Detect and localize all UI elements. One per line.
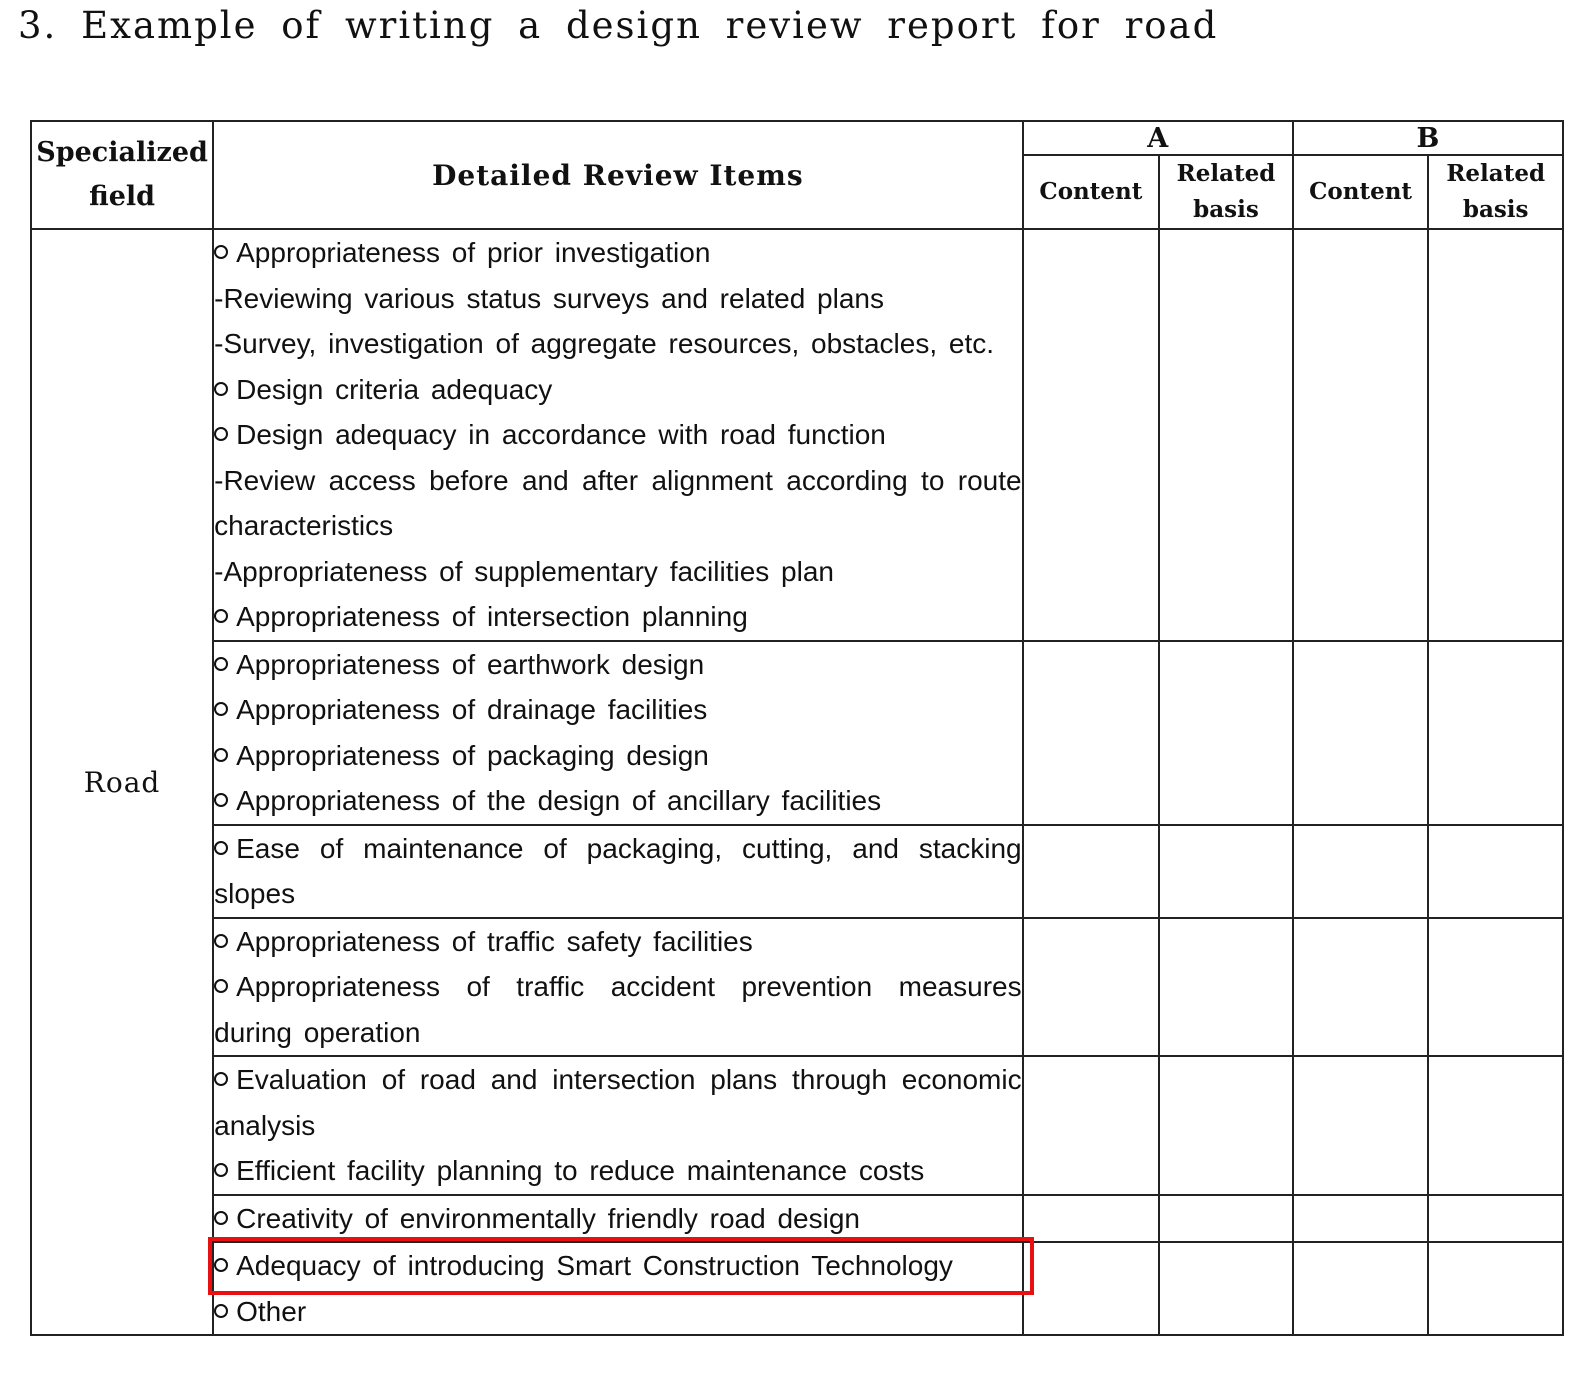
review-item-text: Appropriateness of intersection planning <box>236 601 748 632</box>
empty-cell-a-related-basis[interactable] <box>1159 1195 1293 1243</box>
review-item <box>214 826 1021 917</box>
review-item-text: Other <box>236 1295 307 1327</box>
review-item <box>214 919 1021 965</box>
circle-bullet-icon <box>214 1211 228 1225</box>
review-item <box>214 1148 1021 1194</box>
circle-bullet-icon <box>214 1163 228 1177</box>
empty-cell-a-content[interactable] <box>1023 1195 1160 1243</box>
empty-cell-a-content[interactable] <box>1023 1242 1160 1335</box>
circle-bullet-icon <box>214 245 228 259</box>
empty-cell-b-related-basis[interactable] <box>1428 1242 1563 1335</box>
review-items-cell <box>213 229 1022 641</box>
empty-cell-b-content[interactable] <box>1293 918 1429 1057</box>
table-row <box>31 641 1563 825</box>
circle-bullet-icon <box>214 934 228 948</box>
review-item-text: -Reviewing various status surveys and related plans <box>214 282 884 314</box>
empty-cell-a-content[interactable] <box>1023 825 1160 918</box>
empty-cell-b-content[interactable] <box>1293 825 1429 918</box>
review-item <box>214 276 1021 322</box>
empty-cell-a-content[interactable] <box>1023 918 1160 1057</box>
review-item <box>214 642 1021 688</box>
review-item <box>214 367 1021 413</box>
table-row <box>31 825 1563 918</box>
empty-cell-b-content[interactable] <box>1293 1056 1429 1195</box>
empty-cell-b-related-basis[interactable] <box>1428 825 1563 918</box>
header-detailed-review-items: Detailed Review Items <box>213 121 1022 229</box>
table-row <box>31 1242 1563 1335</box>
empty-cell-a-content[interactable] <box>1023 1056 1160 1195</box>
review-item <box>214 594 1021 640</box>
header-group-a: A <box>1023 121 1293 155</box>
empty-cell-a-content[interactable] <box>1023 229 1160 641</box>
table-row <box>31 1195 1563 1243</box>
review-item-text: Efficient facility planning to reduce maintenance costs <box>236 1155 925 1186</box>
review-item <box>214 458 1021 549</box>
review-item <box>214 549 1021 595</box>
empty-cell-b-related-basis[interactable] <box>1428 641 1563 825</box>
empty-cell-b-content[interactable] <box>1293 1195 1429 1243</box>
circle-bullet-icon <box>214 1258 228 1272</box>
empty-cell-b-content[interactable] <box>1293 229 1429 641</box>
header-a-content: Content <box>1023 155 1160 229</box>
review-table-body <box>31 229 1563 1335</box>
review-item-text: Ease of maintenance of packaging, cutting, and stacking slopes <box>214 832 1022 909</box>
review-item-text: Appropriateness of the design of ancillary facilities <box>236 785 882 816</box>
page-title: 3. Example of writing a design review report for road <box>18 4 1219 47</box>
header-a-related-basis: Related basis <box>1159 155 1293 229</box>
review-item-text: Appropriateness of prior investigation <box>236 237 711 268</box>
review-items-cell <box>213 825 1022 918</box>
review-item <box>214 1196 1021 1242</box>
circle-bullet-icon <box>214 1304 228 1318</box>
circle-bullet-icon <box>214 702 228 716</box>
empty-cell-a-related-basis[interactable] <box>1159 229 1293 641</box>
review-item-text: -Appropriateness of supplementary facilities plan <box>214 555 834 587</box>
review-item-text: -Review access before and after alignment according to route characteristics <box>214 464 1022 541</box>
circle-bullet-icon <box>214 427 228 441</box>
empty-cell-b-content[interactable] <box>1293 641 1429 825</box>
circle-bullet-icon <box>214 841 228 855</box>
review-table <box>30 120 1564 1336</box>
review-items-cell <box>213 1195 1022 1243</box>
review-item-text: -Survey, investigation of aggregate resources, obstacles, etc. <box>214 328 995 359</box>
review-item-text: Appropriateness of traffic accident prevention measures during operation <box>214 971 1022 1048</box>
review-item-text: Design adequacy in accordance with road function <box>236 419 886 450</box>
review-item-text: Appropriateness of traffic safety facilities <box>236 925 753 957</box>
empty-cell-a-related-basis[interactable] <box>1159 641 1293 825</box>
review-item-text: Adequacy of introducing Smart Construction Technology <box>236 1250 953 1281</box>
review-item-text: Creativity of environmentally friendly road design <box>236 1202 860 1234</box>
review-item-text: Design criteria adequacy <box>236 373 553 405</box>
review-item <box>214 412 1021 458</box>
table-row <box>31 229 1563 641</box>
circle-bullet-icon <box>214 979 228 993</box>
review-items-cell <box>213 1056 1022 1195</box>
empty-cell-b-related-basis[interactable] <box>1428 1195 1563 1243</box>
circle-bullet-icon <box>214 1072 228 1086</box>
header-b-content: Content <box>1293 155 1429 229</box>
empty-cell-a-related-basis[interactable] <box>1159 918 1293 1057</box>
review-item-text: Evaluation of road and intersection plans through economic analysis <box>214 1064 1022 1141</box>
review-item <box>214 321 1021 367</box>
empty-cell-a-content[interactable] <box>1023 641 1160 825</box>
review-item-text: Appropriateness of earthwork design <box>236 648 705 680</box>
header-specialized-field: Specialized field <box>31 121 213 229</box>
review-items-cell <box>213 641 1022 825</box>
table-row <box>31 1056 1563 1195</box>
circle-bullet-icon <box>214 657 228 671</box>
review-item <box>214 778 1021 824</box>
empty-cell-a-related-basis[interactable] <box>1159 1242 1293 1335</box>
empty-cell-a-related-basis[interactable] <box>1159 1056 1293 1195</box>
review-item <box>214 687 1021 733</box>
header-group-b: B <box>1293 121 1563 155</box>
circle-bullet-icon <box>214 748 228 762</box>
empty-cell-b-related-basis[interactable] <box>1428 918 1563 1057</box>
circle-bullet-icon <box>214 793 228 807</box>
empty-cell-b-content[interactable] <box>1293 1242 1429 1335</box>
review-item <box>214 1057 1021 1148</box>
circle-bullet-icon <box>214 382 228 396</box>
empty-cell-b-related-basis[interactable] <box>1428 229 1563 641</box>
circle-bullet-icon <box>214 609 228 623</box>
review-items-cell <box>213 1242 1022 1335</box>
table-row <box>31 918 1563 1057</box>
empty-cell-a-related-basis[interactable] <box>1159 825 1293 918</box>
review-item <box>214 1289 1021 1335</box>
review-item-text: Appropriateness of packaging design <box>236 739 709 771</box>
specialized-field-cell: Road <box>31 229 213 1335</box>
review-item <box>214 733 1021 779</box>
review-item-text: Appropriateness of drainage facilities <box>236 694 708 725</box>
review-item <box>214 230 1021 276</box>
empty-cell-b-related-basis[interactable] <box>1428 1056 1563 1195</box>
header-b-related-basis: Related basis <box>1428 155 1563 229</box>
highlighted-review-item <box>214 1243 1027 1289</box>
review-item <box>214 964 1021 1055</box>
review-items-cell <box>213 918 1022 1057</box>
